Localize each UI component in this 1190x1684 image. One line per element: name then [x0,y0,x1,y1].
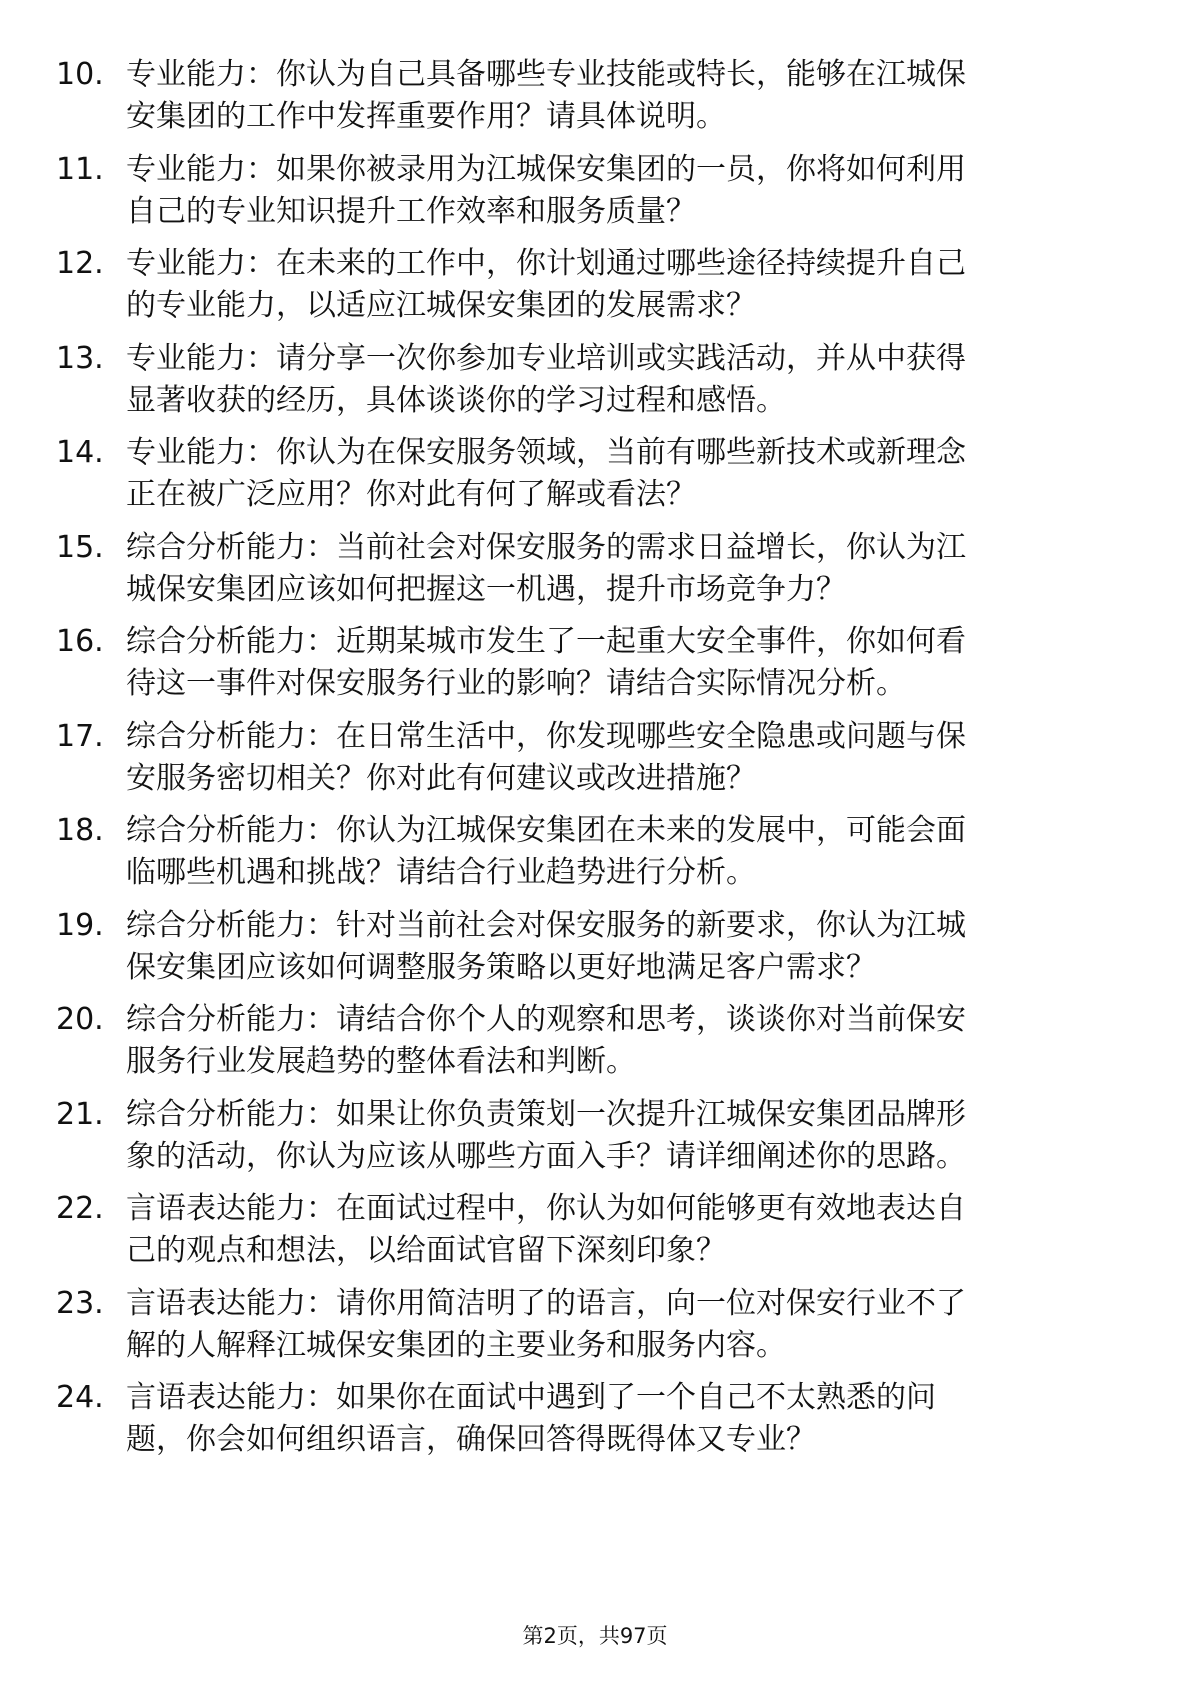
question-item [0,1273,1190,1368]
question-item [0,517,1190,612]
question-number: 20. [56,1002,104,1037]
question-text: 言语表达能力：请你用简洁明了的语言，向一位对保安行业不了 解的人解释江城保安集团的主要业务和服务内容。 [126,1285,966,1363]
question-text: 专业能力：在未来的工作中，你计划通过哪些途径持续提升自己 的专业能力，以适应江城保安集团的发展需求？ [126,246,966,323]
question-number: 23. [56,1285,104,1321]
question-text: 综合分析能力：你认为江城保安集团在未来的发展中，可能会面 临哪些机遇和挑战？请结合行业趋势进行分析。 [126,813,966,890]
question-number: 13. [56,340,104,376]
question-number: 21. [56,1096,104,1132]
question-list [0,44,1190,1462]
question-text: 综合分析能力：当前社会对保安服务的需求日益增长，你认为江 城保安集团应该如何把握这一机遇，提升市场竞争力？ [126,529,966,607]
question-text: 专业能力：你认为在保安服务领域，当前有哪些新技术或新理念 正在被广泛应用？你对此有何了解或看法？ [126,435,966,512]
question-item [0,328,1190,423]
question-number: 19. [56,907,104,943]
question-number: 12. [56,246,104,281]
question-number: 22. [56,1191,104,1226]
question-number: 10. [56,57,104,92]
question-number: 15. [56,529,104,565]
question-text: 综合分析能力：如果让你负责策划一次提升江城保安集团品牌形 象的活动，你认为应该从哪些方面入手？请详细阐述你的思路。 [126,1096,966,1174]
question-text: 言语表达能力：在面试过程中，你认为如何能够更有效地表达自 己的观点和想法，以给面试官留下深刻印象？ [126,1191,966,1268]
question-item [0,989,1190,1084]
question-number: 17. [56,718,104,754]
page-footer: 第2页，共97页 [522,1624,668,1648]
question-item [0,800,1190,895]
question-number: 16. [56,624,104,659]
question-number: 14. [56,435,104,470]
question-item [0,611,1190,706]
question-text: 专业能力：如果你被录用为江城保安集团的一员，你将如何利用 自己的专业知识提升工作效率和服务质量？ [126,151,966,229]
question-item [0,706,1190,801]
question-text: 专业能力：你认为自己具备哪些专业技能或特长，能够在江城保 安集团的工作中发挥重要作用？请具体说明。 [126,57,966,134]
question-item [0,233,1190,328]
question-item [0,44,1190,139]
question-text: 综合分析能力：在日常生活中，你发现哪些安全隐患或问题与保 安服务密切相关？你对此有何建议或改进措施？ [126,718,966,796]
question-item [0,1367,1190,1462]
question-text: 综合分析能力：请结合你个人的观察和思考，谈谈你对当前保安 服务行业发展趋势的整体看法和判断。 [126,1002,966,1079]
question-item [0,139,1190,234]
question-item [0,1084,1190,1179]
question-item [0,1178,1190,1273]
question-number: 11. [56,151,104,187]
question-text: 言语表达能力：如果你在面试中遇到了一个自己不太熟悉的问 题，你会如何组织语言，确保回答得既得体又专业？ [126,1380,936,1457]
question-text: 综合分析能力：近期某城市发生了一起重大安全事件，你如何看 待这一事件对保安服务行业的影响？请结合实际情况分析。 [126,624,966,701]
question-item [0,895,1190,990]
question-number: 24. [56,1380,104,1415]
question-text: 专业能力：请分享一次你参加专业培训或实践活动，并从中获得 显著收获的经历，具体谈谈你的学习过程和感悟。 [126,340,966,418]
question-number: 18. [56,813,104,848]
question-text: 综合分析能力：针对当前社会对保安服务的新要求，你认为江城 保安集团应该如何调整服务策略以更好地满足客户需求？ [126,907,966,985]
question-item [0,422,1190,517]
